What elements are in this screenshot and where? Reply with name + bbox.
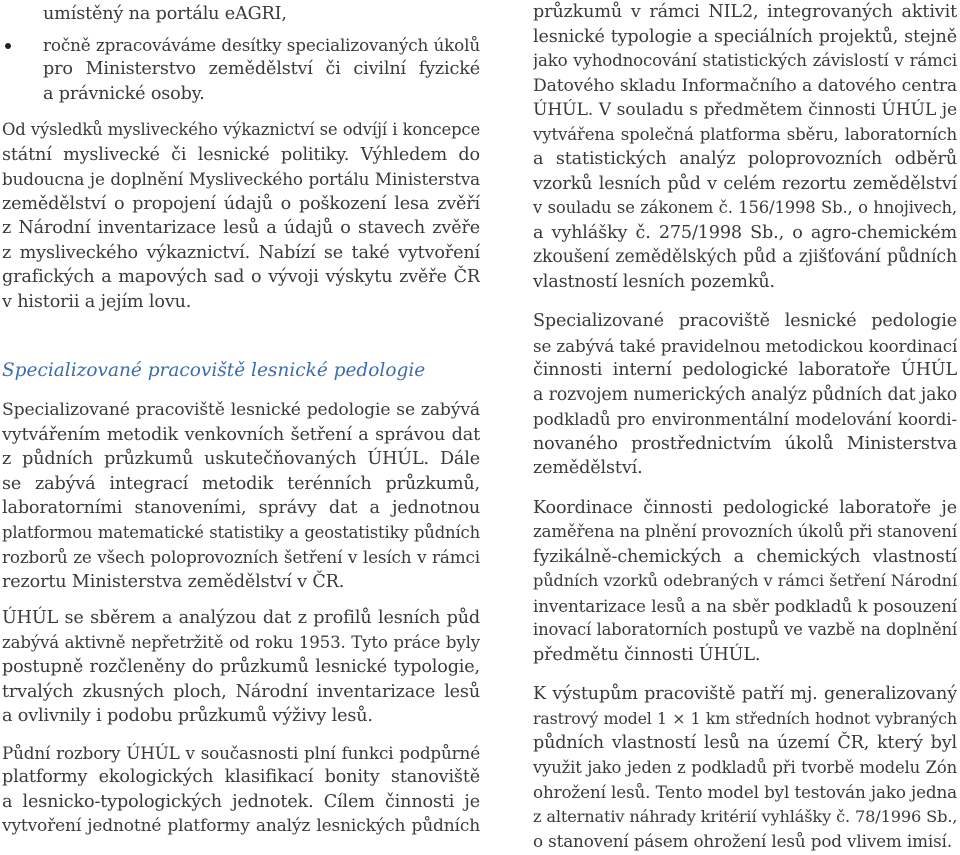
section-heading: Specializované pracoviště lesnické pedologie: [2, 360, 426, 381]
text-line: laboratorními stanoveními, správy dat a jednotnou: [2, 498, 480, 518]
text-line: Od výsledků mysliveckého výkaznictví se odvíjí i koncepce: [2, 120, 480, 139]
text-line: z mysliveckého výkaznictví. Nabízí se také vytvoření: [2, 242, 480, 263]
text-line: trvalých zkusných ploch, Národní inventarizace lesů: [2, 681, 480, 702]
bullet-icon: [5, 43, 11, 49]
text-line: zabývá aktivně nepřetržitě od roku 1953. Tyto práce byly: [2, 632, 480, 652]
text-line: lesnické typologie a speciálních projektů, stejně: [533, 26, 957, 47]
left-column: [2, 2, 480, 839]
text-line: Specializované pracoviště lesnické pedologie se zabývá: [2, 400, 480, 420]
text-line: půdních vlastností lesů na území ČR, který byl: [533, 733, 957, 753]
text-line: o stanovení pásem ohrožení lesů pod vlivem imisí.: [533, 831, 952, 851]
text-line: půdních vzorků odebraných v rámci šetření Národní: [533, 571, 957, 590]
paragraph: [533, 496, 957, 668]
text-line: z alternativ náhrady kritérií vyhlášky č. 78/1996 Sb.,: [533, 806, 957, 826]
text-line: Koordinace činnosti pedologické laboratoře je: [533, 497, 957, 518]
paragraph: [2, 398, 480, 594]
text-line: činnosti interní pedologické laboratoře ÚHÚL: [533, 360, 957, 380]
paragraph: [533, 682, 957, 854]
text-line: se zabývá také pravidelnou metodickou koordinací: [533, 335, 957, 356]
text-line: Půdní rozbory ÚHÚL v současnosti plní funkci podpůrné: [2, 742, 480, 763]
text-line: budoucna je doplnění Mysliveckého portálu Ministerstva: [2, 169, 480, 189]
text-line: zkoušení zemědělských půd a zjišťování půdních: [533, 247, 957, 267]
text-line: platformou matematické statistiky a geostatistiky půdních: [2, 522, 480, 542]
text-line: vytvoření jednotné platformy analýz lesnických půdních: [2, 816, 480, 836]
paragraph: [2, 606, 480, 729]
text-line: vytvářením metodik venkovních šetření a správou dat: [2, 424, 480, 445]
text-line: rezortu Ministerstva zemědělství v ČR.: [2, 571, 345, 592]
text-line: fyzikálně-chemických a chemických vlastností: [533, 546, 957, 567]
paragraph: [2, 741, 480, 839]
text-line: v souladu se zákonem č. 156/1998 Sb., o hnojivech,: [533, 198, 957, 217]
text-line: státní myslivecké či lesnické politiky. Výhledem do: [2, 144, 480, 165]
text-line: z půdních průzkumů uskutečňovaných ÚHÚL. Dále: [2, 449, 480, 469]
text-line: a lesnicko-typologických jednotek. Cílem činnosti je: [2, 791, 480, 812]
list-item-continuation: umístěný na portálu eAGRI,: [43, 4, 287, 24]
text-line: platformy ekologických klasifikací bonity stanoviště: [2, 767, 480, 787]
text-line: pro Ministerstvo zemědělství či civilní fyzické: [43, 59, 480, 79]
text-line: a vyhlášky č. 275/1998 Sb., o agro-chemickém: [533, 222, 957, 243]
text-line: předmětu činnosti ÚHÚL.: [533, 644, 761, 665]
text-line: inovací laboratorních postupů ve vazbě na doplnění: [533, 620, 957, 639]
text-line: a rozvojem numerických analýz půdních dat jako: [533, 384, 957, 405]
text-line: a právnické osoby.: [43, 83, 205, 104]
text-line: zemědělství o propojení údajů o poškození lesa zvěří: [2, 193, 480, 214]
text-line: ohrožení lesů. Tento model byl testován jako jedna: [533, 782, 957, 802]
text-line: a ovlivnily i podobu průzkumů výživy lesů.: [2, 706, 373, 726]
text-line: grafických a mapových sad o vývoji výskytu zvěře ČR: [2, 267, 480, 287]
text-line: a statistických analýz poloprovozních odběrů: [533, 149, 957, 169]
text-line: vlastností lesních pozemků.: [533, 271, 775, 292]
text-line: rozborů ze všech poloprovozních šetření v lesích v rámci: [2, 547, 480, 567]
text-line: průzkumů v rámci NIL2, integrovaných aktivit: [533, 2, 957, 22]
text-line: inventarizace lesů a na sběr podkladů k posouzení: [533, 595, 957, 616]
text-line: novaného prostřednictvím úkolů Ministerstva: [533, 433, 957, 454]
text-line: v historii a jejím lovu.: [2, 291, 192, 312]
text-line: využit jako jeden z podkladů při tvorbě modelu Zón: [533, 757, 957, 777]
text-line: jako vyhodnocování statistických závislostí v rámci: [533, 51, 957, 70]
text-line: K výstupům pracoviště patří mj. generalizovaný: [533, 684, 957, 704]
text-line: z Národní inventarizace lesů a údajů o stavech zvěře: [2, 218, 480, 238]
text-line: postupně rozčleněny do průzkumů lesnické typologie,: [2, 657, 480, 677]
text-line: zemědělství.: [533, 458, 643, 478]
text-line: vytvářena společná platforma sběru, laboratorních: [533, 124, 957, 144]
text-line: zaměřena na plnění provozních úkolů při stanovení: [533, 522, 957, 541]
text-line: Specializované pracoviště lesnické pedologie: [533, 311, 957, 331]
text-line: podkladů pro environmentální modelování koordi-: [533, 409, 957, 429]
paragraph: [2, 118, 480, 314]
text-line: se zabývá integrací metodik terénních průzkumů,: [2, 473, 480, 494]
text-line: rastrový model 1 × 1 km středních hodnot vybraných: [533, 708, 957, 728]
paragraph: [533, 309, 957, 481]
paragraph: [533, 0, 957, 294]
right-column: [533, 0, 957, 854]
text-line: Datového skladu Informačního a datového centra: [533, 75, 957, 96]
text-line: ročně zpracováváme desítky specializovaných úkolů: [43, 34, 480, 55]
text-line: vzorků lesních půd v celém rezortu zemědělství: [533, 173, 957, 194]
text-line: ÚHÚL. V souladu s předmětem činnosti ÚHÚL je: [533, 100, 957, 120]
bullet-list-item: [2, 33, 480, 107]
text-line: ÚHÚL se sběrem a analýzou dat z profilů lesních půd: [2, 608, 480, 628]
